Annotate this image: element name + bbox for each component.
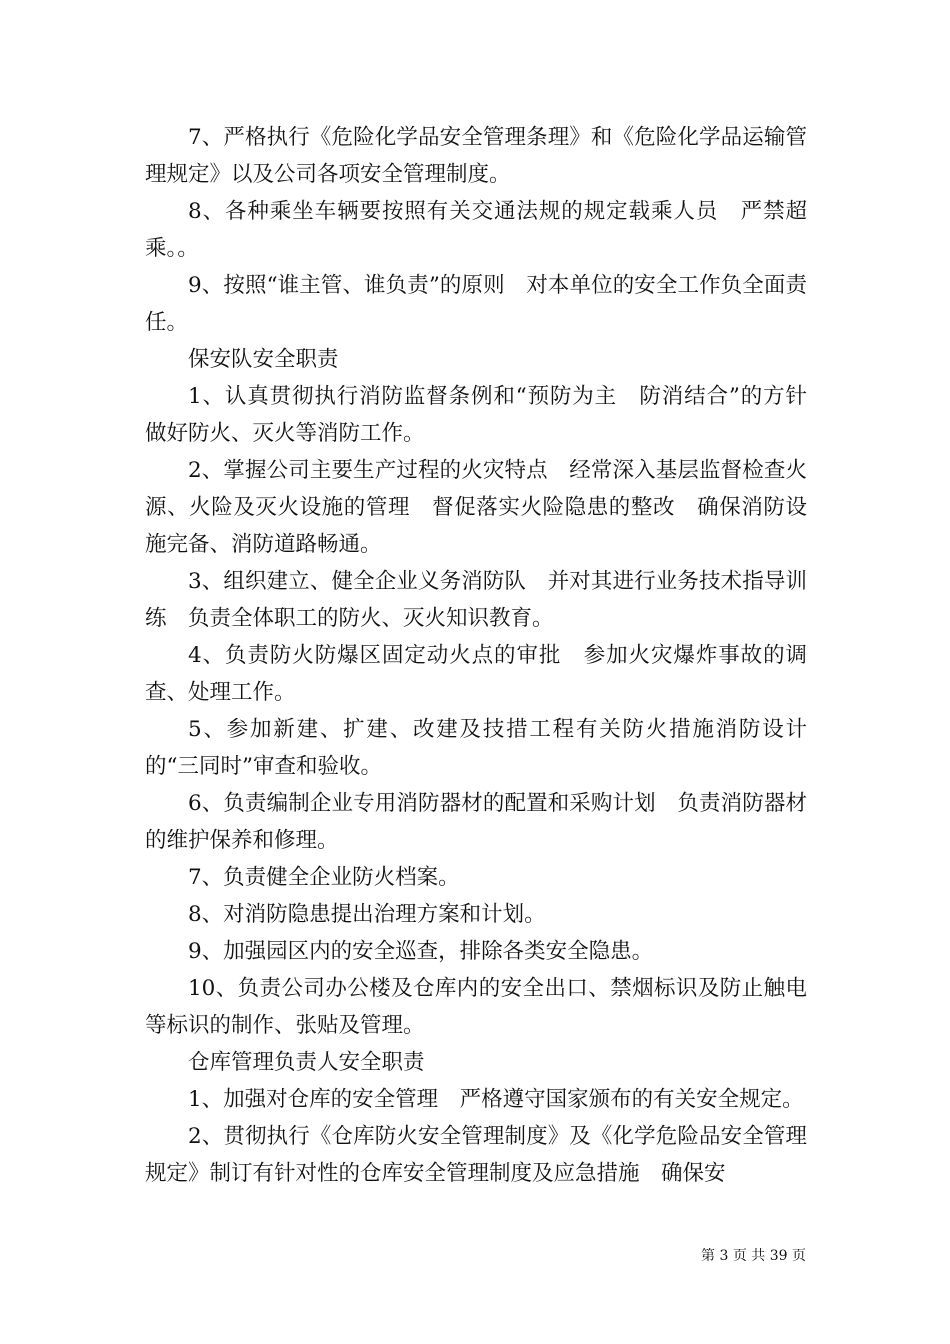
paragraph: 4、负责防火防爆区固定动火点的审批 参加火灾爆炸事故的调查、处理工作。: [145, 643, 807, 705]
paragraph: 6、负责编制企业专用消防器材的配置和采购计划 负责消防器材的维护保养和修理。: [145, 791, 807, 853]
paragraph: 3、组织建立、健全企业义务消防队 并对其进行业务技术指导训练 负责全体职工的防火、灭火知识教育。: [145, 569, 807, 631]
paragraph: 5、参加新建、扩建、改建及技措工程有关防火措施消防设计的“三同时”审查和验收。: [145, 717, 807, 779]
page-number: 第 3 页 共 39 页: [701, 1248, 806, 1264]
paragraph: 2、掌握公司主要生产过程的火灾特点 经常深入基层监督检查火源、火险及灭火设施的管理 督促落实火险隐患的整改 确保消防设施完备、消防道路畅通。: [145, 458, 807, 557]
document-body: [145, 119, 829, 1192]
paragraph: 1、认真贯彻执行消防监督条例和“预防为主 防消结合”的方针 做好防火、灭火等消防工作。: [145, 384, 829, 446]
paragraph: 8、各种乘坐车辆要按照有关交通法规的规定载乘人员 严禁超乘。。: [145, 199, 807, 261]
paragraph: 1、加强对仓库的安全管理 严格遵守国家颁布的有关安全规定。: [188, 1087, 804, 1112]
section-heading: 仓库管理负责人安全职责: [188, 1050, 425, 1075]
paragraph: 10、负责公司办公楼及仓库内的安全出口、禁烟标识及防止触电等标识的制作、张贴及管理。: [145, 976, 807, 1038]
paragraph: 7、严格执行《危险化学品安全管理条理》和《危险化学品运输管理规定》以及公司各项安全管理制度。: [145, 125, 807, 187]
section-heading: 保安队安全职责: [188, 347, 339, 372]
paragraph: 7、负责健全企业防火档案。: [188, 865, 460, 890]
paragraph: 2、贯彻执行《仓库防火安全管理制度》及《化学危险品安全管理规定》制订有针对性的仓库安全管理制度及应急措施 确保安: [145, 1124, 807, 1186]
paragraph: 9、按照“谁主管、谁负责”的原则 对本单位的安全工作负全面责任。: [145, 273, 807, 335]
paragraph: 9、加强园区内的安全巡查，排除各类安全隐患。: [188, 939, 654, 964]
paragraph: 8、对消防隐患提出治理方案和计划。: [188, 902, 546, 927]
